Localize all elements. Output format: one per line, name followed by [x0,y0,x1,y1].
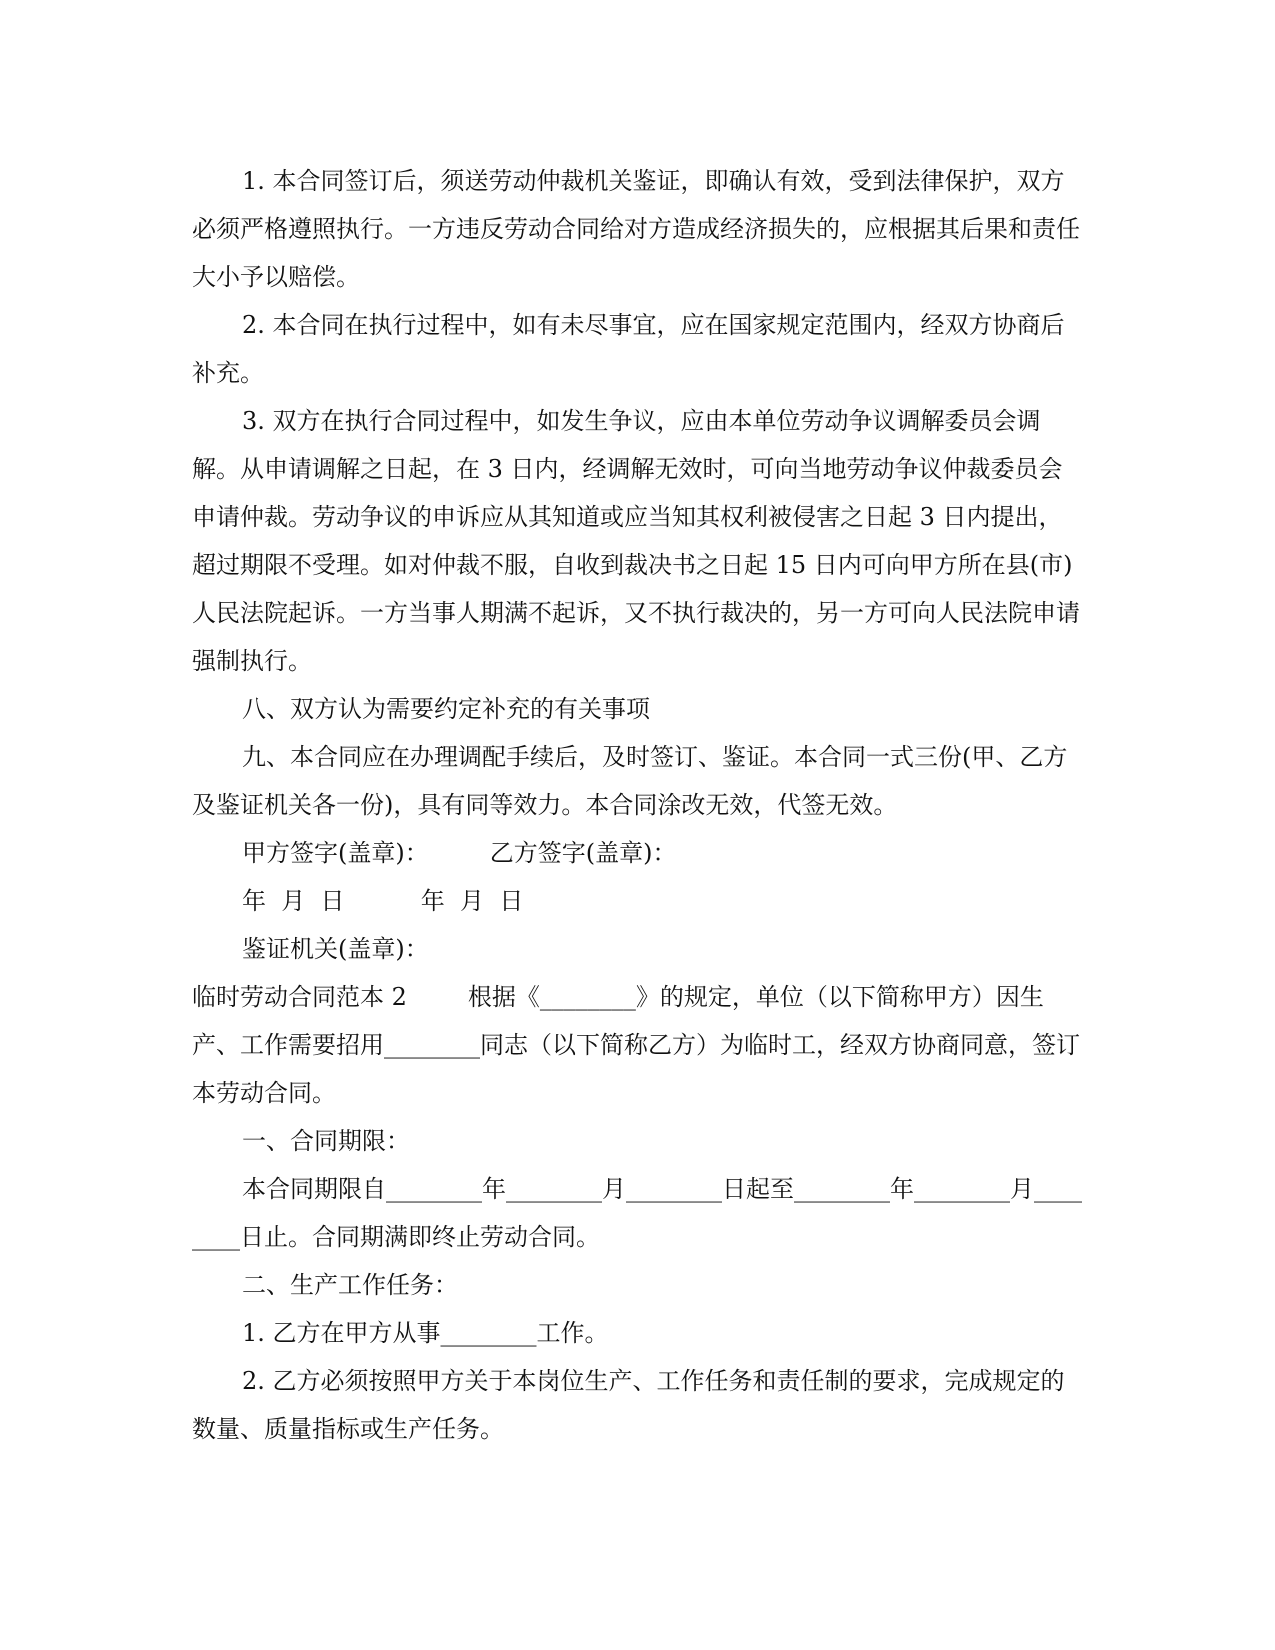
date-line: 年 月 日 年 月 日 [242,887,524,915]
section-9-paragraph: 九、本合同应在办理调配手续后，及时签订、鉴证。本合同一式三份(甲、乙方及鉴证机关各一份)，具有同等效力。本合同涂改无效，代签无效。 [192,743,1068,819]
work-task-item-2: 2. 乙方必须按照甲方关于本岗位生产、工作任务和责任制的要求，完成规定的数量、质量指标或生产任务。 [192,1367,1065,1443]
contract-term-heading: 一、合同期限： [242,1127,410,1155]
authentication-line: 鉴证机关(盖章)： [242,935,429,963]
clause-1-paragraph: 1. 本合同签订后，须送劳动仲裁机关鉴证，即确认有效，受到法律保护，双方必须严格遵照执行。一方违反劳动合同给对方造成经济损失的，应根据其后果和责任大小予以赔偿。 [192,167,1080,291]
contract-term-paragraph: 本合同期限自________年________月________日起至________年________月________日止。合同期满即终止劳动合同。 [192,1175,1082,1251]
template-2-intro-paragraph: 临时劳动合同范本 2 根据《________》的规定，单位（以下简称甲方）因生产、工作需要招用________同志（以下简称乙方）为临时工，经双方协商同意，签订本劳动合同。 [192,983,1080,1107]
document-body [192,157,1082,1453]
work-task-heading: 二、生产工作任务： [242,1271,458,1299]
signature-line: 甲方签字(盖章)： 乙方签字(盖章)： [242,839,677,867]
clause-3-paragraph: 3. 双方在执行合同过程中，如发生争议，应由本单位劳动争议调解委员会调解。从申请调解之日起，在 3 日内，经调解无效时，可向当地劳动争议仲裁委员会申请仲裁。劳动争议的申诉应从其知道或应当知其权利被侵害之日起 3 日内提出，超过期限不受理。如对仲裁不服，自收到裁决书之日起 15 日内可向甲方所在县(市)人民法院起诉。一方当事人期满不起诉，又不执行裁决的，另一方可向人民法院申请强制执行。 [192,407,1080,675]
work-task-item-1: 1. 乙方在甲方从事________工作。 [242,1319,609,1347]
clause-2-paragraph: 2. 本合同在执行过程中，如有未尽事宜，应在国家规定范围内，经双方协商后补充。 [192,311,1065,387]
section-8-heading: 八、双方认为需要约定补充的有关事项 [242,695,650,723]
